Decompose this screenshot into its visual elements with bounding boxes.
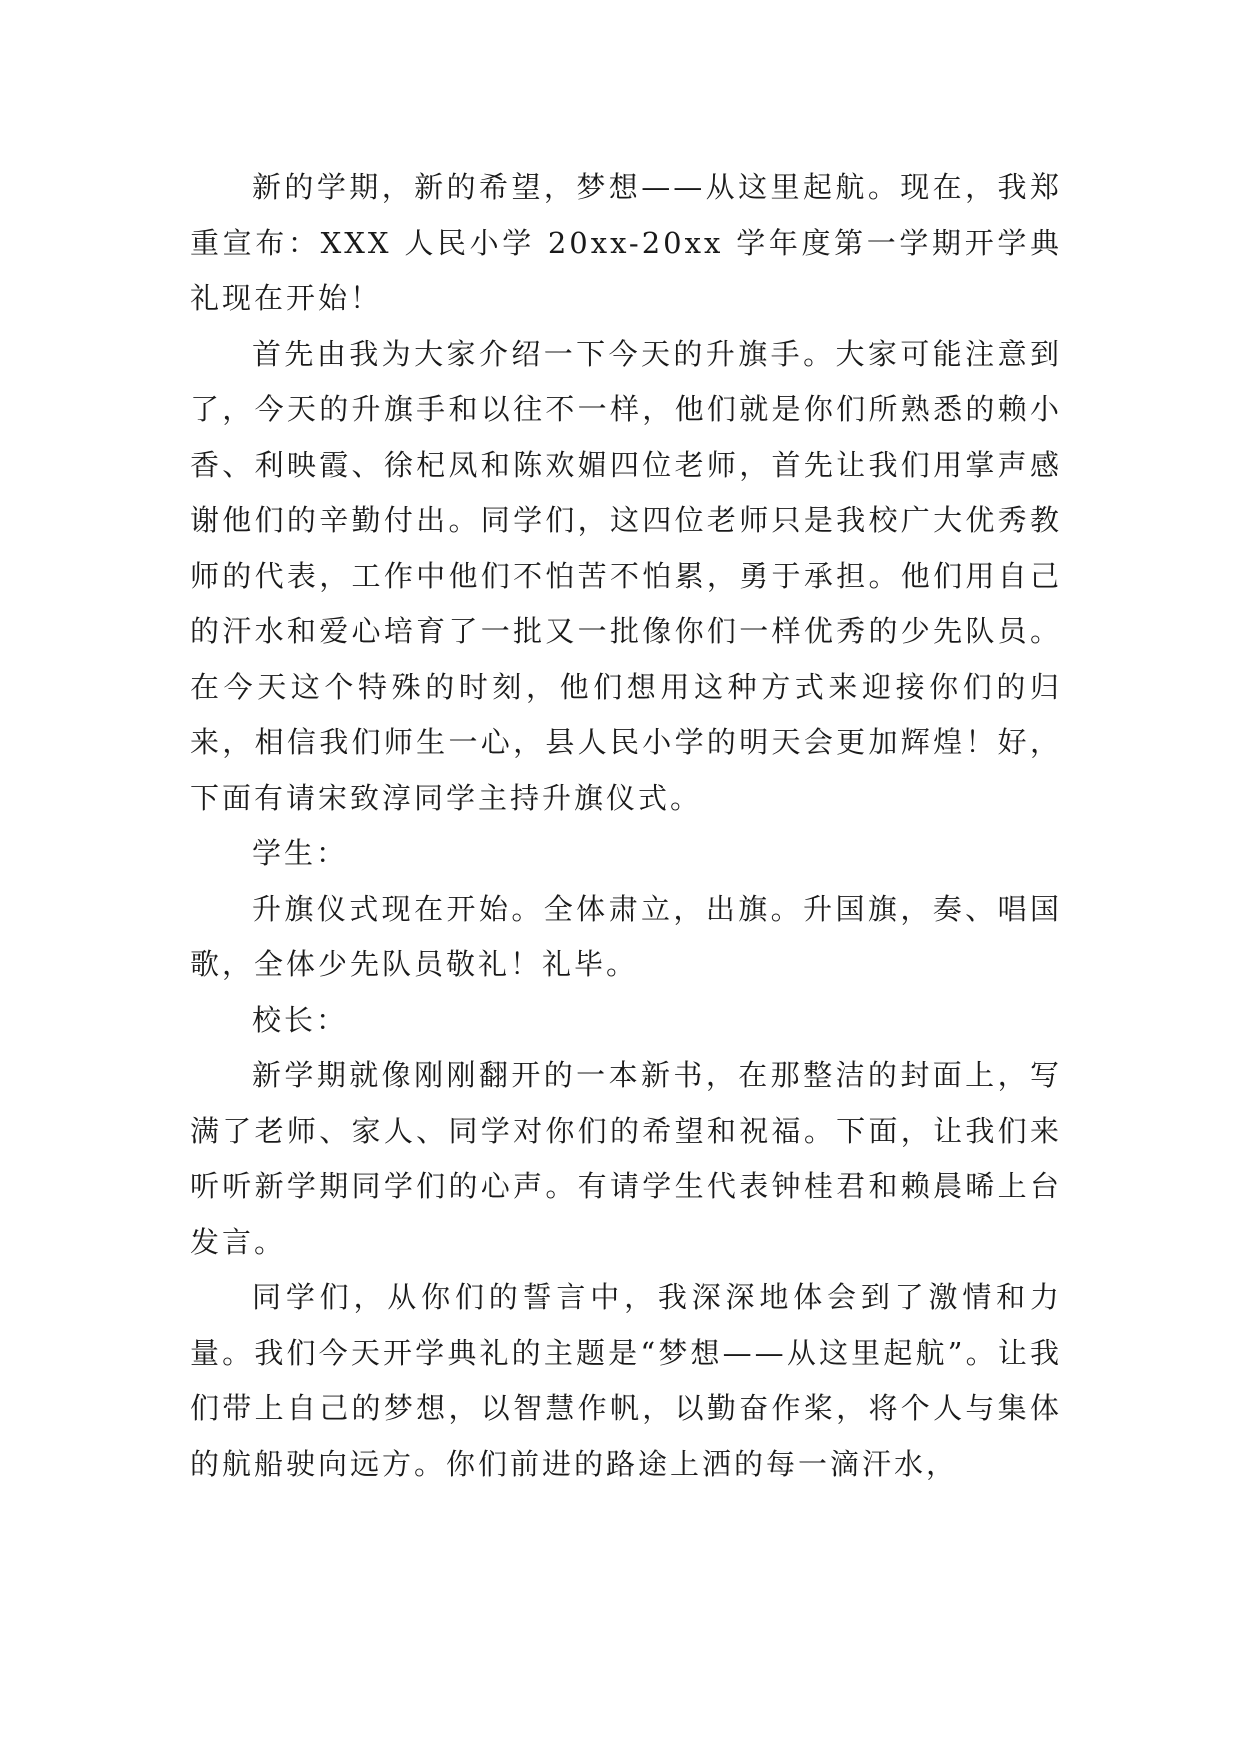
paragraph-opening: 新的学期，新的希望，梦想——从这里起航。现在，我郑重宣布：XXX 人民小学 20xx-20xx 学年度第一学期开学典礼现在开始！ [190, 170, 1062, 315]
paragraph-speaker-student: 学生： [252, 836, 349, 870]
paragraph-flag-raisers: 首先由我为大家介绍一下今天的升旗手。大家可能注意到了，今天的升旗手和以往不一样，他们就是你们所熟悉的赖小香、利映霞、徐杞凤和陈欢媚四位老师，首先让我们用掌声感谢他们的辛勤付出。同学们，这四位老师只是我校广大优秀教师的代表，工作中他们不怕苦不怕累，勇于承担。他们用自己的汗水和爱心培育了一批又一批像你们一样优秀的少先队员。在今天这个特殊的时刻，他们想用这种方式来迎接你们的归来，相信我们师生一心，县人民小学的明天会更加辉煌！好，下面有请宋致淳同学主持升旗仪式。 [190, 336, 1062, 815]
paragraph-flag-ceremony: 升旗仪式现在开始。全体肃立，出旗。升国旗，奏、唱国歌，全体少先队员敬礼！礼毕。 [190, 891, 1062, 981]
paragraph-theme: 同学们，从你们的誓言中，我深深地体会到了激情和力量。我们今天开学典礼的主题是“梦想——从这里起航”。让我们带上自己的梦想，以智慧作帆，以勤奋作桨，将个人与集体的航船驶向远方。你们前进的路途上洒的每一滴汗水， [190, 1280, 1062, 1481]
document-page [190, 160, 1062, 1492]
paragraph-speaker-principal: 校长： [252, 1002, 349, 1037]
paragraph-new-semester: 新学期就像刚刚翻开的一本新书，在那整洁的封面上，写满了老师、家人、同学对你们的希望和祝福。下面，让我们来听听新学期同学们的心声。有请学生代表钟桂君和赖晨晞上台发言。 [190, 1058, 1062, 1259]
